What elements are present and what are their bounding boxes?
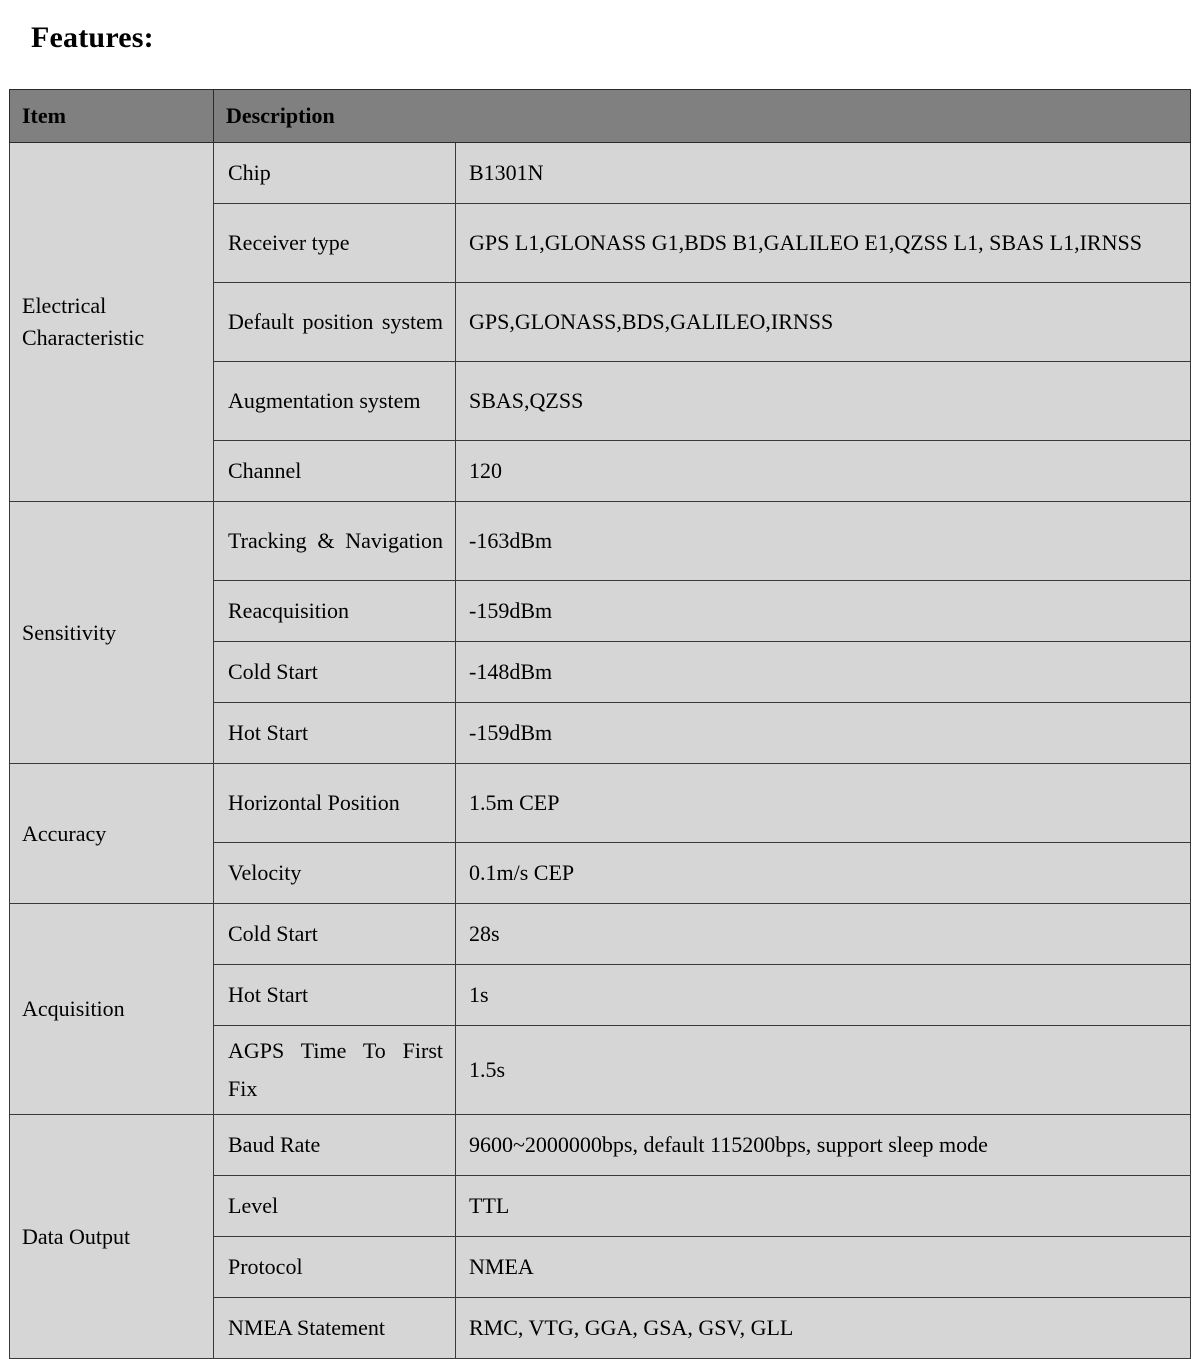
row-label-channel: Channel bbox=[214, 441, 456, 502]
row-value-sensitivity-hot-start: -159dBm bbox=[456, 703, 1191, 764]
row-value-receiver-type: GPS L1,GLONASS G1,BDS B1,GALILEO E1,QZSS L1, SBAS L1,IRNSS bbox=[456, 204, 1191, 283]
row-value-tracking-navigation: -163dBm bbox=[456, 502, 1191, 581]
table-header bbox=[10, 90, 1191, 143]
table-row bbox=[10, 143, 1191, 204]
row-label-velocity: Velocity bbox=[214, 843, 456, 904]
row-label-sensitivity-hot-start: Hot Start bbox=[214, 703, 456, 764]
row-value-level: TTL bbox=[456, 1176, 1191, 1237]
group-label-accuracy: Accuracy bbox=[10, 764, 214, 904]
row-label-acquisition-cold-start: Cold Start bbox=[214, 904, 456, 965]
row-value-baud-rate: 9600~2000000bps, default 115200bps, support sleep mode bbox=[456, 1115, 1191, 1176]
group-label-data-output: Data Output bbox=[10, 1115, 214, 1359]
table-row bbox=[10, 1115, 1191, 1176]
table-row bbox=[10, 502, 1191, 581]
table-row bbox=[10, 764, 1191, 843]
row-label-level: Level bbox=[214, 1176, 456, 1237]
row-value-chip: B1301N bbox=[456, 143, 1191, 204]
table-row bbox=[10, 904, 1191, 965]
row-label-reacquisition: Reacquisition bbox=[214, 581, 456, 642]
row-value-velocity: 0.1m/s CEP bbox=[456, 843, 1191, 904]
row-value-acquisition-hot-start: 1s bbox=[456, 965, 1191, 1026]
row-value-reacquisition: -159dBm bbox=[456, 581, 1191, 642]
row-value-protocol: NMEA bbox=[456, 1237, 1191, 1298]
row-label-default-position-system: Default position system bbox=[214, 283, 456, 362]
row-label-receiver-type: Receiver type bbox=[214, 204, 456, 283]
group-label-electrical-characteristic: Electrical Characteristic bbox=[10, 143, 214, 502]
group-label-sensitivity: Sensitivity bbox=[10, 502, 214, 764]
row-value-default-position-system: GPS,GLONASS,BDS,GALILEO,IRNSS bbox=[456, 283, 1191, 362]
group-label-acquisition: Acquisition bbox=[10, 904, 214, 1115]
row-value-horizontal-position: 1.5m CEP bbox=[456, 764, 1191, 843]
row-value-channel: 120 bbox=[456, 441, 1191, 502]
row-label-horizontal-position: Horizontal Position bbox=[214, 764, 456, 843]
row-label-chip: Chip bbox=[214, 143, 456, 204]
row-label-agps-time-to-first-fix: AGPS Time To First Fix bbox=[214, 1026, 456, 1115]
row-value-sensitivity-cold-start: -148dBm bbox=[456, 642, 1191, 703]
column-header-item: Item bbox=[10, 90, 214, 143]
table-header-row bbox=[10, 90, 1191, 143]
row-label-sensitivity-cold-start: Cold Start bbox=[214, 642, 456, 703]
row-label-nmea-statement: NMEA Statement bbox=[214, 1298, 456, 1359]
column-header-description: Description bbox=[214, 90, 1191, 143]
row-value-agps-time-to-first-fix: 1.5s bbox=[456, 1026, 1191, 1115]
row-value-acquisition-cold-start: 28s bbox=[456, 904, 1191, 965]
row-label-augmentation-system: Augmentation system bbox=[214, 362, 456, 441]
row-value-augmentation-system: SBAS,QZSS bbox=[456, 362, 1191, 441]
page-title: Features: bbox=[31, 21, 154, 54]
row-label-baud-rate: Baud Rate bbox=[214, 1115, 456, 1176]
row-label-protocol: Protocol bbox=[214, 1237, 456, 1298]
row-label-tracking-navigation: Tracking & Navigation bbox=[214, 502, 456, 581]
table-body bbox=[10, 143, 1191, 1359]
row-value-nmea-statement: RMC, VTG, GGA, GSA, GSV, GLL bbox=[456, 1298, 1191, 1359]
row-label-acquisition-hot-start: Hot Start bbox=[214, 965, 456, 1026]
features-specification-table bbox=[9, 89, 1191, 1359]
